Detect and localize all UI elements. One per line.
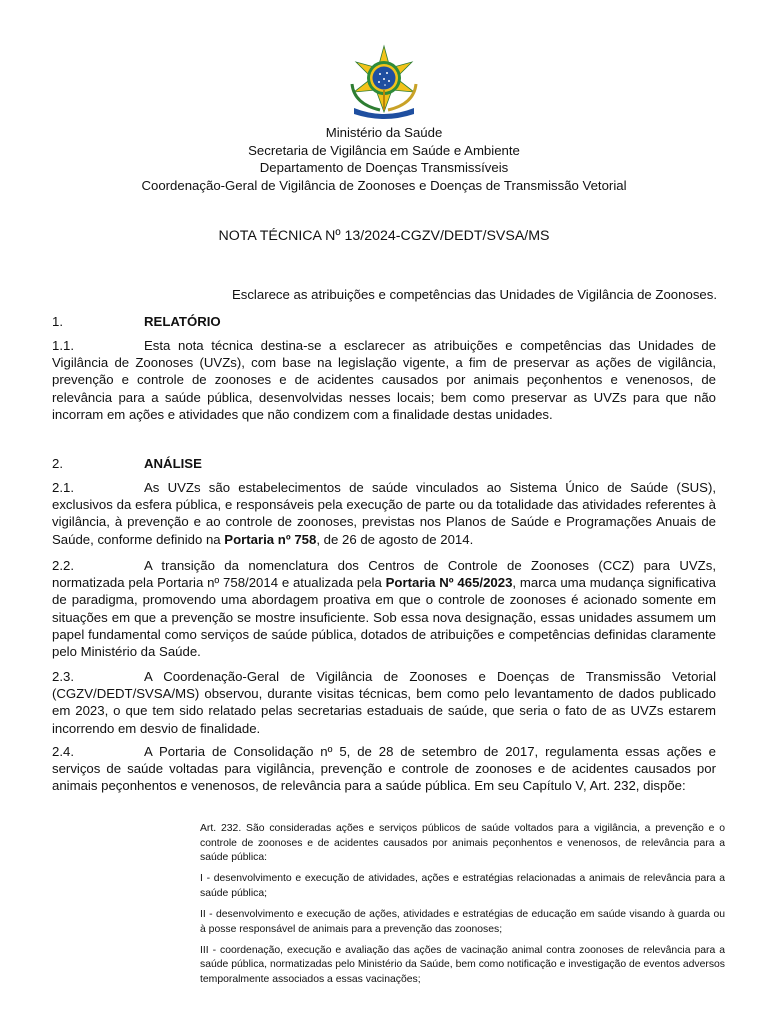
section-heading-relatorio — [52, 314, 221, 329]
document-subject: Esclarece as atribuições e competências das Unidades de Vigilância de Zoonoses. — [231, 287, 717, 302]
section-label: ANÁLISE — [144, 456, 202, 471]
paragraph-text: A Coordenação-Geral de Vigilância de Zoonoses e Doenças de Transmissão Vetorial (CGZV/DEDT/SVSA/MS) observou, durante visitas técnicas, bem como pelo levantamento de dados publicado em 2023, o que tem sido relatado pelas secretarias estaduais de saúde, que seria o fato de as UVZs estarem incorrendo em desvio de finalidade. — [52, 669, 716, 736]
paragraph-2-1 — [52, 479, 716, 548]
quote-item-i: I - desenvolvimento e execução de atividades, ações e estratégias relacionadas a animais de relevância para a saúde pública; — [200, 873, 725, 899]
paragraph-text: A Portaria de Consolidação nº 5, de 28 de setembro de 2017, regulamenta essas ações e serviços de saúde voltadas para vigilância, prevenção e controle de zoonoses e de acidentes causados por animais peçonhentos e venenosos, de relevância para a saúde pública. Em seu Capítulo V, Art. 232, dispõe: — [52, 744, 716, 794]
section-number: 1. — [52, 314, 63, 329]
paragraph-text: Esta nota técnica destina-se a esclarecer as atribuições e competências das Unidades de Vigilância de Zoonoses (UVZs), com base na legislação vigente, a fim de preservar as ações de vigilância, prevenção e controle de zoonoses e de acidentes causados por animais peçonhentos e venenosos, de relevância para a saúde pública, desenvolvidas nesses locais; bem como preservar as UVZs para que não incorram em ações e atividades que não condizem com a finalidade destas unidades. — [52, 338, 716, 422]
section-number: 2. — [52, 456, 63, 471]
legal-quote — [200, 822, 725, 994]
paragraph-number: 1.1. — [52, 338, 74, 353]
paragraph-text-tail: , de 26 de agosto de 2014. — [316, 531, 474, 547]
paragraph-text: As UVZs são estabelecimentos de saúde vinculados ao Sistema Único de Saúde (SUS), exclusivos da esfera pública, e responsáveis pela execução de parte ou da totalidade das atividades referentes à vigilância, à prevenção e ao controle de zoonoses, previstas nos Planos de Saúde e Programações Anuais de Saúde, conforme definido na — [52, 480, 716, 547]
paragraph-2-2 — [52, 557, 716, 660]
paragraph-2-3 — [52, 668, 716, 737]
paragraph-2-4 — [52, 743, 716, 795]
paragraph-bold-reference: Portaria nº 758 — [224, 531, 317, 547]
paragraph-text-tail: , marca uma mudança significativa de paradigma, promovendo uma abordagem proativa em que o controle de zoonoses é acionado somente em situações em que a prevenção se mostre insuficiente. Sob essa nova designação, essas unidades assumem um papel fundamental como serviços de saúde pública, dotados de atribuições e competências definidas claramente pelo Ministério da Saúde. — [52, 575, 716, 660]
paragraph-bold-reference: Portaria Nº 465/2023 — [385, 575, 513, 591]
coordination-name: Coordenação-Geral de Vigilância de Zoonoses e Doenças de Transmissão Vetorial — [141, 177, 627, 193]
secretariat-name: Secretaria de Vigilância em Saúde e Ambiente — [248, 142, 520, 158]
ministry-name: Ministério da Saúde — [325, 125, 443, 140]
section-heading-analise — [52, 456, 202, 471]
quote-article: Art. 232. São consideradas ações e serviços públicos de saúde voltados para a vigilância, a prevenção e o controle de zoonoses e de acidentes causados por animais peçonhentos e venenosos, de relevância para a saúde pública: — [200, 823, 725, 864]
quote-item-ii: II - desenvolvimento e execução de ações, atividades e estratégias de educação em saúde visando à guarda ou à posse responsável de animais para a prevenção das zoonoses; — [200, 908, 725, 935]
department-name: Departamento de Doenças Transmissíveis — [259, 160, 509, 175]
paragraph-number: 2.1. — [52, 480, 74, 495]
coat-of-arms-icon — [344, 44, 424, 120]
paragraph-1-1 — [52, 337, 716, 423]
section-label: RELATÓRIO — [144, 314, 221, 329]
paragraph-number: 2.3. — [52, 669, 74, 684]
paragraph-text: A transição da nomenclatura dos Centros de Controle de Zoonoses (CCZ) para UVZs, normatizada pela Portaria nº 758/2014 e atualizada pela — [52, 558, 716, 591]
paragraph-number: 2.4. — [52, 744, 74, 759]
quote-item-iii: III - coordenação, execução e avaliação das ações de vacinação animal contra zoonoses de relevância para a saúde pública, normatizadas pelo Ministério da Saúde, bem como notificação e investigação de eventos adversos temporalmente associados a essas vacinações; — [200, 944, 725, 985]
header — [0, 124, 768, 194]
document-title: NOTA TÉCNICA Nº 13/2024-CGZV/DEDT/SVSA/MS — [218, 228, 550, 244]
paragraph-number: 2.2. — [52, 558, 74, 573]
